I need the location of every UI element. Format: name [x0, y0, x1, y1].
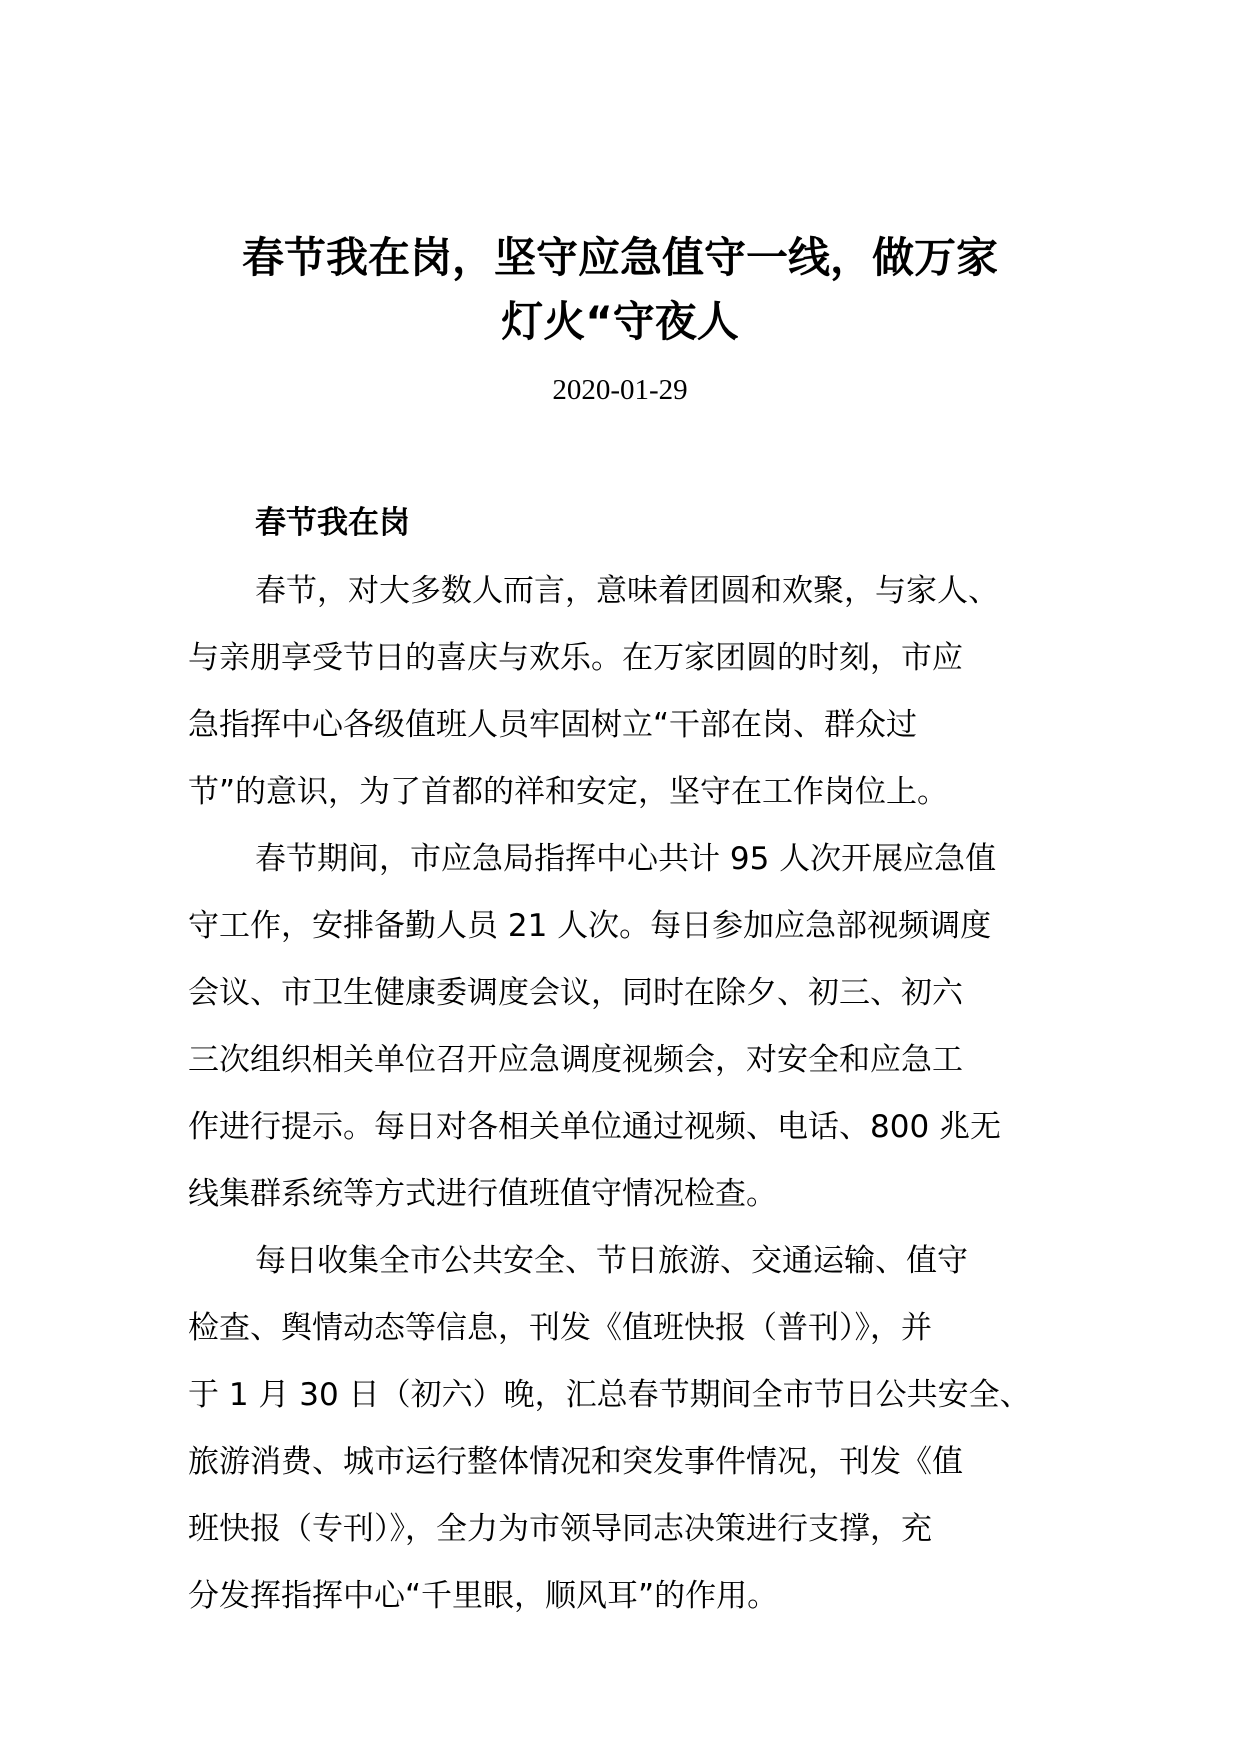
body-line: 会议、市卫生健康委调度会议，同时在除夕、初三、初六 — [188, 975, 963, 1011]
body-line: 分发挥指挥中心“千里眼，顺风耳”的作用。 — [188, 1578, 779, 1614]
body-line: 班快报（专刊）》，全力为市领导同志决策进行支撑，充 — [188, 1511, 932, 1547]
body-line: 旅游消费、城市运行整体情况和突发事件情况，刊发《值 — [188, 1444, 963, 1480]
body-line: 作进行提示。每日对各相关单位通过视频、电话、800 兆无 — [188, 1109, 1002, 1145]
body-line: 于 1 月 30 日（初六）晚，汇总春节期间全市节日公共安全、 — [188, 1377, 1031, 1413]
body-line: 春节，对大多数人而言，意味着团圆和欢聚，与家人、 — [255, 573, 999, 609]
section-heading: 春节我在岗 — [255, 505, 410, 541]
publish-date: 2020-01-29 — [552, 374, 688, 406]
title-line-1: 春节我在岗，坚守应急值守一线，做万家 — [241, 233, 998, 282]
body-line: 春节期间，市应急局指挥中心共计 95 人次开展应急值 — [255, 841, 997, 877]
body-line: 每日收集全市公共安全、节日旅游、交通运输、值守 — [255, 1243, 968, 1279]
body-line: 检查、舆情动态等信息，刊发《值班快报（普刊）》，并 — [188, 1310, 932, 1346]
title-line-2: 灯火“守夜人 — [501, 297, 739, 346]
body-line: 守工作，安排备勤人员 21 人次。每日参加应急部视频调度 — [188, 908, 992, 944]
body-line: 三次组织相关单位召开应急调度视频会，对安全和应急工 — [188, 1042, 963, 1078]
body-line: 急指挥中心各级值班人员牢固树立“干部在岗、群众过 — [188, 707, 918, 743]
document-title — [150, 226, 1090, 354]
body-line: 线集群系统等方式进行值班值守情况检查。 — [188, 1176, 777, 1212]
body-line: 与亲朋享受节日的喜庆与欢乐。在万家团圆的时刻，市应 — [188, 640, 963, 676]
body-line: 节”的意识，为了首都的祥和安定，坚守在工作岗位上。 — [188, 774, 949, 810]
article-body — [188, 558, 1068, 1630]
